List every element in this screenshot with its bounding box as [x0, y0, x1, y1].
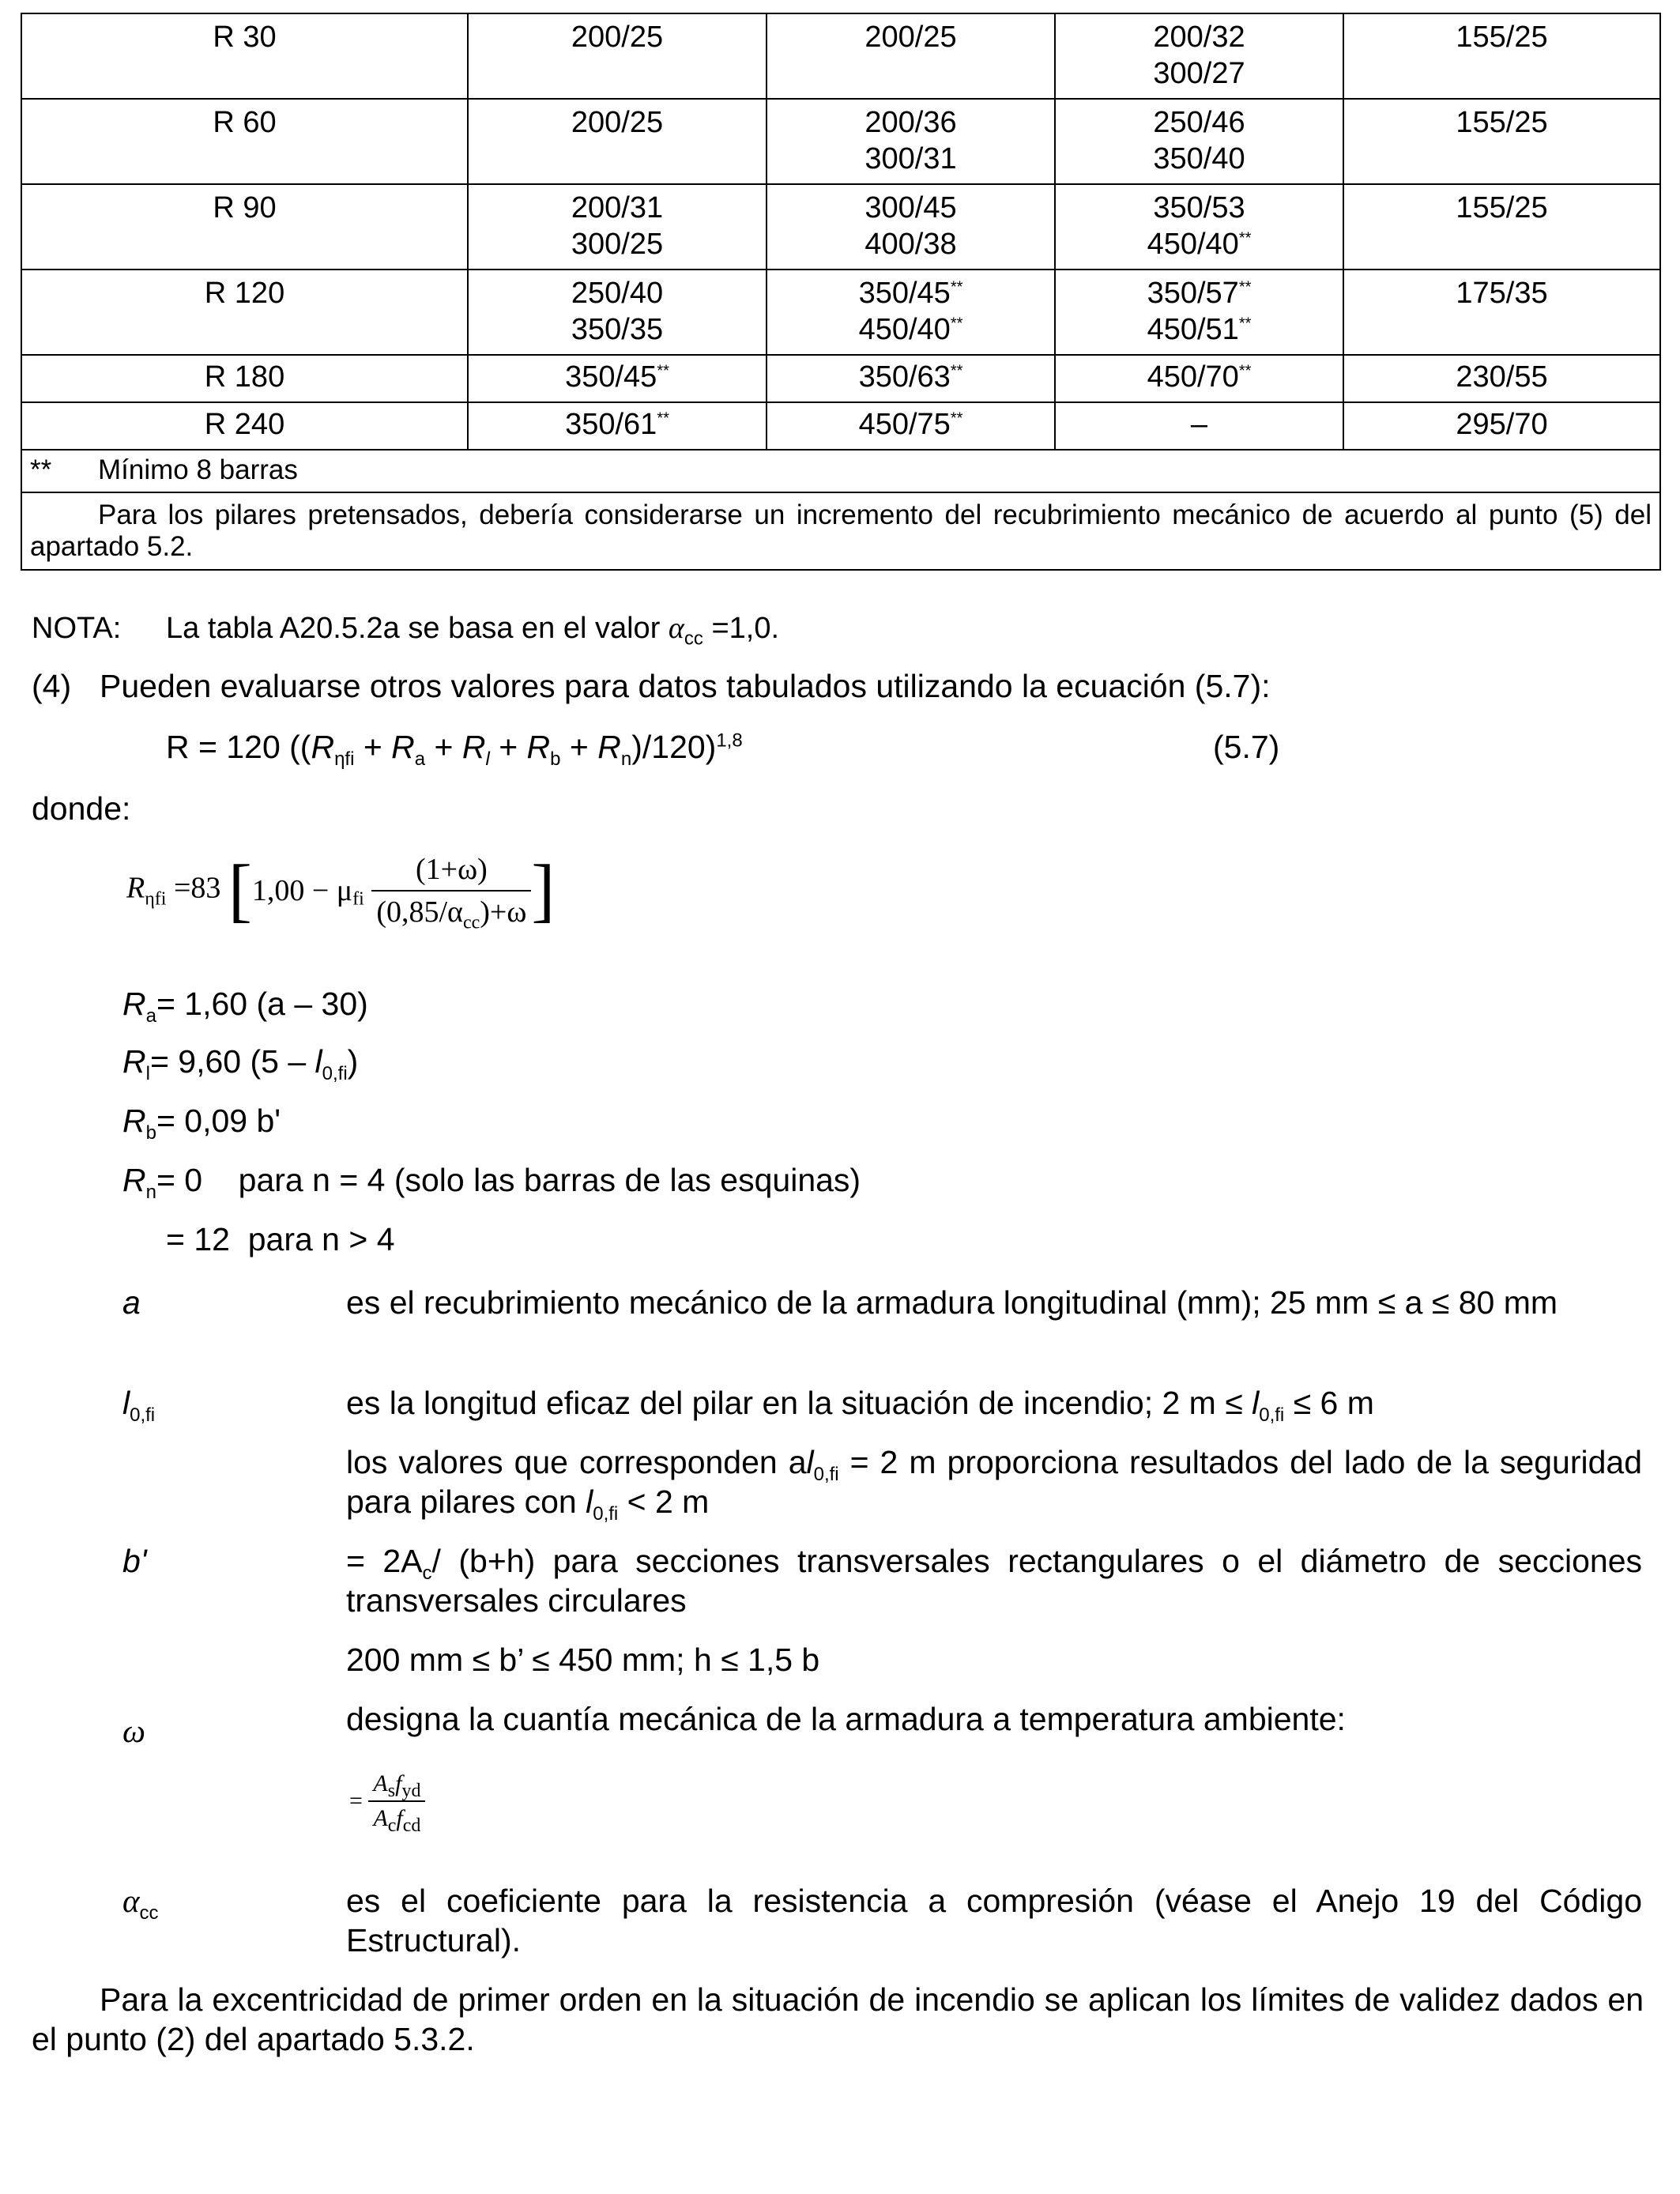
def-rb: $R_b= 0,09$ b'	[122, 1103, 281, 1144]
table-cell: R 120	[21, 270, 468, 355]
var-b-symbol: b'	[122, 1543, 147, 1579]
table-row	[21, 270, 1660, 355]
table-cell: 175/35	[1343, 270, 1660, 355]
table-cell: 230/55	[1343, 355, 1660, 402]
omega-formula: = $\frac{A_sf_{yd}}{A_cf_{cd}}$	[349, 1770, 425, 1832]
var-a-symbol: a	[122, 1284, 141, 1321]
table-cell: 200/32 300/27	[1055, 13, 1343, 99]
def-ra: $R_a= 1,60$ (a – 30)	[122, 986, 368, 1027]
table-cell: 200/25	[468, 13, 767, 99]
table-cell: 350/61**	[468, 402, 767, 450]
var-alpha-symbol: $\alpha_{cc}$	[122, 1883, 159, 1924]
def-rn-2: = 12 para n > 4	[166, 1221, 395, 1257]
var-l-text-1: es la longitud eficaz del pilar en la situación de incendio; 2 $m \le l_{0,fi} \le 6$ m	[346, 1385, 1374, 1427]
table-row	[21, 13, 1660, 99]
var-omega-symbol: ω	[122, 1713, 145, 1749]
table-row	[21, 184, 1660, 270]
table-cell: 350/45**	[468, 355, 767, 402]
table-note-row	[21, 492, 1660, 570]
table-cell: –	[1055, 402, 1343, 450]
table-cell: 300/45 400/38	[767, 184, 1055, 270]
table-cell: 350/63**	[767, 355, 1055, 402]
table-row	[21, 402, 1660, 450]
var-alpha-text: es el coeficiente para la resistencia a compresión (véase el Anejo 19 del Código Estructural).	[346, 1883, 1642, 1958]
var-b-text: = $2A_c/$ (b+h) para secciones transversales rectangulares o el diámetro de secciones transversales circulares	[346, 1543, 1642, 1619]
donde-label: donde:	[32, 790, 131, 827]
table-cell: 200/25	[767, 13, 1055, 99]
table-cell: 450/70**	[1055, 355, 1343, 402]
table-footnote: ** Mínimo 8 barras	[21, 450, 1660, 492]
table-cell: 350/57** 450/51**	[1055, 270, 1343, 355]
r-eta-formula: $R_{\eta fi} =83$ [$1,00 - \mu_{fi}$ $\frac{(1+\omega)}{(0,85/\alpha_{cc})+\omega}$ ]	[126, 851, 556, 933]
equation-number: (5.7)	[1213, 729, 1280, 765]
table-cell: 250/46 350/40	[1055, 99, 1343, 184]
table-cell: 200/25	[468, 99, 767, 184]
table-cell: 450/75**	[767, 402, 1055, 450]
equation-5-7: R = 120 $((R_{\eta fi} + R_a + R_l + R_b + R_n)/120)^{1,8}$	[166, 729, 743, 771]
table-cell: 155/25	[1343, 184, 1660, 270]
table-cell: 200/36 300/31	[767, 99, 1055, 184]
table-cell: R 180	[21, 355, 468, 402]
nota-line: NOTA: La tabla A20.5.2a se basa en el valor $\alpha_{cc} =1,0$.	[32, 612, 780, 650]
table-cell: 155/25	[1343, 99, 1660, 184]
table-cell: 350/53 450/40**	[1055, 184, 1343, 270]
table-cell: R 60	[21, 99, 468, 184]
table-footnote-row	[21, 450, 1660, 492]
def-rl: $R_l= 9,60$ $(5 - l_{0,fi})$	[122, 1043, 359, 1085]
var-l-symbol: $l_{0,fi}$	[122, 1385, 156, 1427]
var-omega-text: designa la cuantía mecánica de la armadura a temperatura ambiente:	[346, 1701, 1346, 1737]
table-row	[21, 99, 1660, 184]
table-row	[21, 355, 1660, 402]
prestressed-note: Para los pilares pretensados, debería considerarse un incremento del recubrimiento mecánico de acuerdo al punto (5) del apartado 5.2.	[21, 492, 1660, 570]
table-cell: 295/70	[1343, 402, 1660, 450]
fire-resistance-table	[21, 13, 1661, 571]
table-cell: 350/45** 450/40**	[767, 270, 1055, 355]
var-a-text: es el recubrimiento mecánico de la armadura longitudinal (mm); 25 mm ≤ a ≤ 80 mm	[346, 1284, 1558, 1321]
def-rn: $R_n= 0$ para n = 4 (solo las barras de las esquinas)	[122, 1162, 861, 1204]
table-cell: R 240	[21, 402, 468, 450]
var-l-text-2: los valores que corresponden $al_{0,fi} = 2$ m proporciona resultados del lado de la seguridad para pilares con $l_{0,fi} < 2$ m	[346, 1444, 1643, 1525]
table-cell: 200/31 300/25	[468, 184, 767, 270]
closing-paragraph: Para la excentricidad de primer orden en la situación de incendio se aplican los límites de validez dados en el punto (2) del apartado 5.3.2.	[32, 1981, 1644, 2057]
table-cell: R 30	[21, 13, 468, 99]
table-cell: 155/25	[1343, 13, 1660, 99]
table-cell: 250/40 350/35	[468, 270, 767, 355]
var-b-range: 200 mm ≤ b’ ≤ 450 mm; h ≤ 1,5 b	[346, 1642, 820, 1678]
table-cell: R 90	[21, 184, 468, 270]
paragraph-4: (4) Pueden evaluarse otros valores para datos tabulados utilizando la ecuación (5.7):	[32, 668, 1271, 704]
